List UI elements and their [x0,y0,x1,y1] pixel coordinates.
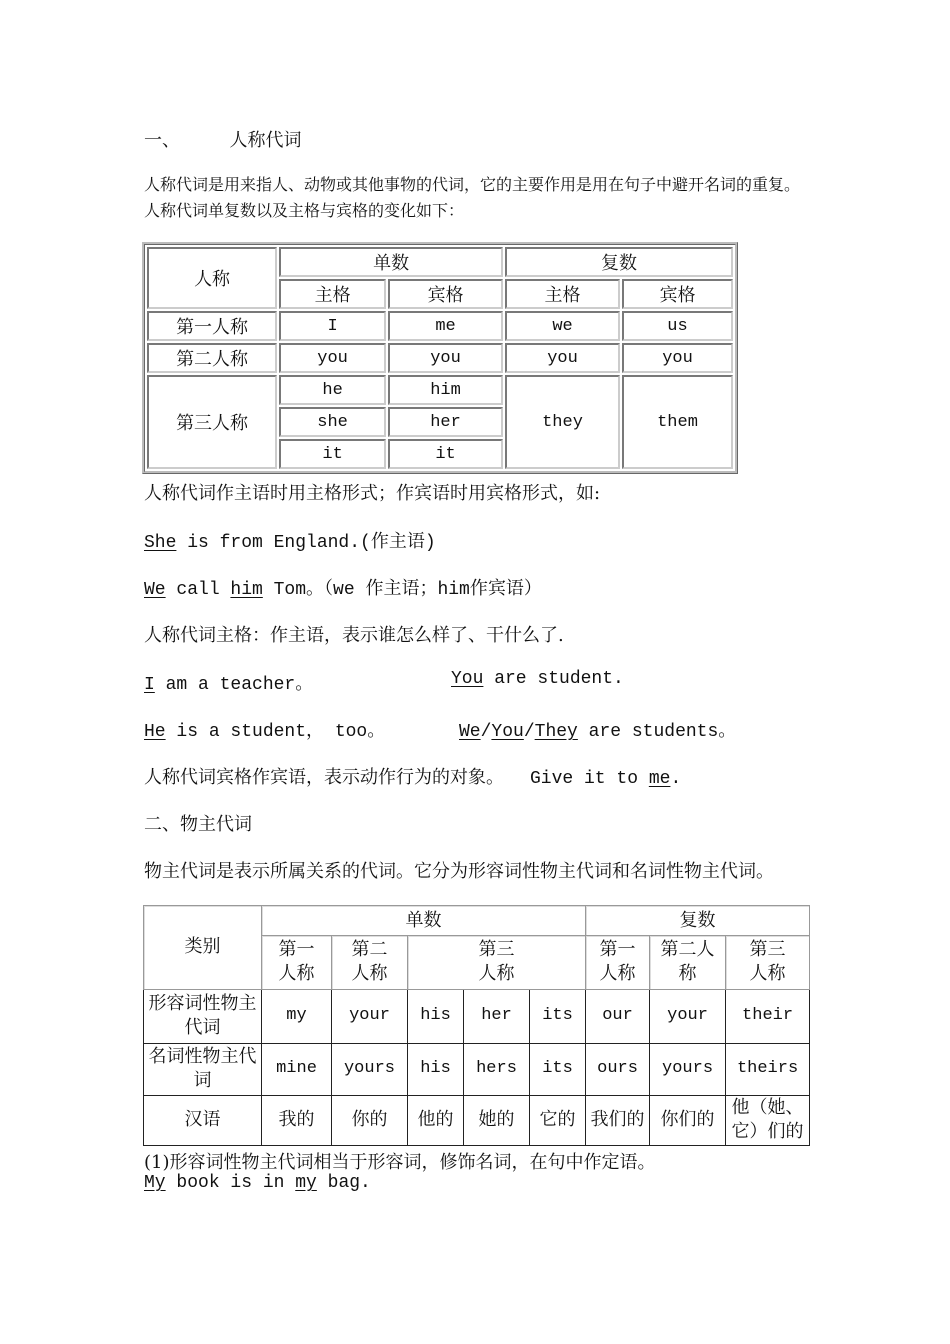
underlined-word: They [534,722,578,742]
t1-row-second-person [147,343,733,373]
t2-cell: 他的 [408,1095,464,1145]
t2-col-first-person-plural: 第一 人称 [586,936,650,989]
t2-row-adjective-possessive [144,989,810,1043]
t1-header-nominative: 主格 [279,279,386,309]
t2-cell: yours [650,1044,726,1095]
possessive-pronoun-table [143,905,810,1146]
t2-cell: 我的 [262,1095,332,1145]
example-3 [144,669,313,695]
t2-cell: your [332,989,408,1043]
t2-cell: his [408,1044,464,1095]
t1-row-first-person [147,311,733,341]
section1-number: 一、 [144,130,180,151]
t2-cell: theirs [726,1044,810,1095]
example-4 [451,669,624,689]
t2-col-second-person-plural: 第二人 称 [650,936,726,989]
t1-cell: he [279,375,386,405]
t1-cell: it [279,439,386,469]
t2-cell: their [726,989,810,1043]
t1-cell: they [505,375,620,469]
t1-cell: she [279,407,386,437]
example-2 [144,574,542,600]
t2-col-second-person-singular: 第二 人称 [332,936,408,989]
t2-cell: 你们的 [650,1095,726,1145]
underlined-word: We [144,580,166,600]
t1-row-label: 第三人称 [147,375,277,469]
t1-cell: it [388,439,503,469]
t1-cell: I [279,311,386,341]
t2-corner: 类别 [144,906,262,990]
underlined-word: We [459,722,481,742]
example-text: are students。 [577,722,737,742]
t1-cell: we [505,311,620,341]
footer-note: (1)形容词性物主代词相当于形容词，修饰名词，在句中作定语。 [144,1152,656,1173]
t1-cell: you [279,343,386,373]
personal-pronoun-table [142,242,738,474]
example-6 [459,716,736,742]
t2-row-label: 形容词性物主代词 [144,989,262,1043]
t1-singular-header: 单数 [279,247,503,277]
t2-cell: 她的 [464,1095,530,1145]
t2-cell: his [408,989,464,1043]
usage-text: 人称代词作主语时用主格形式；作宾语时用宾格形式，如: [144,483,601,504]
t2-cell: ours [586,1044,650,1095]
example-1 [144,527,436,553]
t1-plural-header: 复数 [505,247,733,277]
section1-title: 人称代词 [229,130,302,151]
t1-row-third-person [147,375,733,405]
underlined-word: My [144,1173,166,1193]
example-text: is a student， too。 [165,722,386,742]
t2-cell: my [262,989,332,1043]
underlined-word: You [451,669,484,689]
t2-col-first-person-singular: 第一 人称 [262,936,332,989]
example-7 [530,769,681,789]
t1-cell: me [388,311,503,341]
underlined-word: my [295,1173,317,1193]
t1-header-objective: 宾格 [622,279,733,309]
example-text: bag. [316,1173,371,1193]
t1-cell: him [388,375,503,405]
t2-col-third-person-plural: 第三 人称 [726,936,810,989]
section1-intro: 人称代词是用来指人、动物或其他事物的代词，它的主要作用是用在句子中避开名词的重复。人称代词单复数以及主格与宾格的变化如下： [144,175,801,220]
underlined-word: You [491,722,524,742]
t2-cell: 它的 [530,1095,586,1145]
example-text: is from England.(作主语) [176,533,436,553]
t2-plural-header: 复数 [586,906,810,936]
t1-cell: her [388,407,503,437]
underlined-word: She [144,533,177,553]
t2-cell: 我们的 [586,1095,650,1145]
t1-header-objective: 宾格 [388,279,503,309]
t1-cell: them [622,375,733,469]
section1-heading [144,126,301,152]
section2-title: 二、物主代词 [144,814,252,835]
t2-row-noun-possessive [144,1044,810,1095]
t1-row-label: 第二人称 [147,343,277,373]
example-text: call [165,580,231,600]
example-text: am a teacher。 [154,675,314,695]
underlined-word: He [144,722,166,742]
t1-cell: you [388,343,503,373]
objective-description-line [144,763,681,789]
slash: / [523,722,535,742]
slash: / [480,722,492,742]
t2-row-chinese [144,1095,810,1145]
t2-cell: our [586,989,650,1043]
example-text: are student. [483,669,624,689]
t1-cell: you [505,343,620,373]
t2-row-label: 名词性物主代词 [144,1044,262,1095]
t2-cell: 你的 [332,1095,408,1145]
section2-intro: 物主代词是表示所属关系的代词。它分为形容词性物主代词和名词性物主代词。 [144,861,774,882]
example-text: Give it to [530,769,649,789]
t1-corner: 人称 [147,247,277,309]
t2-cell: yours [332,1044,408,1095]
t1-cell: us [622,311,733,341]
underlined-word: me [648,769,671,789]
nominative-description: 人称代词主格：作主语，表示谁怎么样了、干什么了. [144,625,564,646]
t1-row-label: 第一人称 [147,311,277,341]
underlined-word: him [230,580,263,600]
t2-cell: 他（她、它）们的 [726,1095,810,1145]
underlined-word: I [144,675,155,695]
t1-header-nominative: 主格 [505,279,620,309]
t2-cell: mine [262,1044,332,1095]
example-5 [144,716,385,742]
t2-cell: its [530,1044,586,1095]
example-text: book is in [165,1173,296,1193]
t1-cell: you [622,343,733,373]
example-text: . [670,769,682,789]
t2-singular-header: 单数 [262,906,586,936]
t2-cell: its [530,989,586,1043]
objective-description: 人称代词宾格作宾语，表示动作行为的对象。 [144,767,504,788]
footer-example [144,1173,371,1193]
t2-cell: your [650,989,726,1043]
t2-col-third-person-singular: 第三 人称 [408,936,586,989]
example-text: Tom。（we 作主语；him作宾语） [262,580,542,600]
t2-cell: her [464,989,530,1043]
t2-cell: hers [464,1044,530,1095]
t2-row-label: 汉语 [144,1095,262,1145]
